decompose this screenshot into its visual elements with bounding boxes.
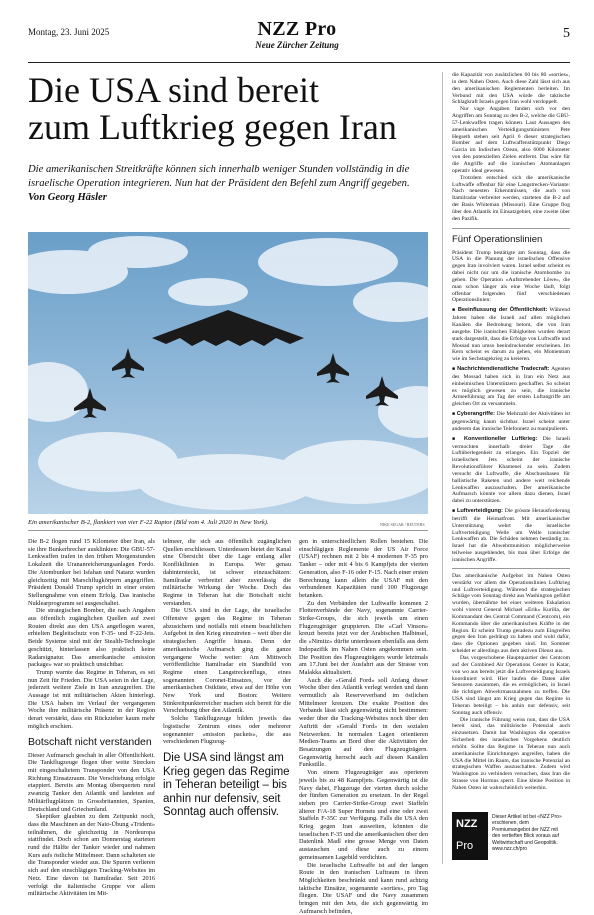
- issue-date: Montag, 23. Juni 2025: [28, 27, 110, 37]
- masthead-brand: NZZ Pro: [257, 18, 337, 40]
- paragraph: Die israelische Luftwaffe ist auf der langen Route in den iranischen Luftraum in ihren Möglichkeiten beschränkt und kann rund achtzig taktische Einsätze, sogenannte «sorties», pro Tag fliegen. Die USAF und die Navy zusammen bringen mit den Jets, die sich gegenwärtig im Aufmarsch befinden,: [299, 861, 428, 915]
- paragraph: die Kapazität von zusätzlichen 60 bis 80 «sorties», in dem Nahen Osten. Auch diese Zahl lässt sich aus den amerikanischen Reglementen herleiten. Im Verbund mit den USA würde die taktische Schlagkraft Israels gegen Iran wohl verdoppelt.: [452, 72, 570, 106]
- article-lede: [28, 163, 428, 205]
- paragraph: Skeptiker glaubten zu dem Zeitpunkt noch, dass die Maschinen an der Nato-Übung «Trident» teilnähmen, die gleichzeitig in Nordeuropa stattfindet. Doch schon am Donnerstag starteten rund die Hälfte der Tanker wieder und nahmen Kurs aufs östliche Mittelmeer. Dann schalteten sie die Transponder wieder aus. Die Spuren verlieren sich auf den einschlägigen Tracking-Websites im Netz. Eine davon ist Itamilradar. Seit 2016 verfolgt die italienische Gruppe vor allem militärische Aktivitäten im Mit-: [28, 813, 155, 898]
- lede-text: Die amerikanischen Streitkräfte können sich innerhalb weniger Stunden vollständig in die israelische Operation integrieren. Nun hat der Präsident den Befehl zum Angriff gegeben.: [28, 164, 410, 189]
- paragraph: Die B-2 flogen rund 15 Kilometer über Iran, als sie ihre Bunkerbrecher ausklinkten: Die GBU-57-Lenkwaffen trafen in den frühen Morgenstunden Lokalzeit die Urananreicherungsanlagen Fordo. Die Atombunker bei Isfahan und Natanz wurden gleichzeitig mit Marschflugkörpern angegriffen. Präsident Donald Trump spricht in einer ersten Stellungnahme von einem Erfolg. Das iranische Nuklearprogramm sei ausgeschaltet.: [28, 538, 155, 607]
- bullet-text: Die Mehrzahl der Aktivitäten ist gegenwärtig kaum sichtbar. Israel scheint unter anderem das iranische Telefonnetz zu manipulieren.: [452, 411, 570, 432]
- bullet-item: [452, 508, 570, 564]
- section-rule: [452, 228, 570, 229]
- masthead-subtitle: Neue Zürcher Zeitung: [255, 40, 339, 50]
- photo-caption: Ein amerikanischer B-2, flankiert von vier F-22 Raptor (Bild vom 4. Juli 2020 in New York).: [28, 519, 269, 526]
- photo-rule: [28, 530, 428, 531]
- headline-line-1: Die USA sind bereit: [28, 70, 319, 110]
- bullet-square-icon: ■: [452, 509, 457, 515]
- sky-photo-image: [28, 232, 428, 514]
- bullet-title: Nachrichtendienstliche Tradecraft:: [457, 366, 550, 373]
- paragraph: Präsident Trump bestätigte am Sonntag, dass die USA in die Planung der israelischen Offensive gegen Iran involviert waren. Israel selbst scheint es dabei nicht nur um die iranische Atombombe zu gehen. Die Operation «Aufstrebender Löwe», die man schon länger als eine Woche läuft, folgt offenbar folgenden fünf verschiedenen Operationslinien:: [452, 249, 570, 304]
- paragraph: telmeer, die sich aus öffentlich zugänglichen Quellen erschliessen. Unterdessen bietet der Kanal eine Übersicht über die Lage entlang aller Konfliktlinien in Europa. Wer genau dahintersteckt, ist schwer einzuschätzen: Itamilradar verbreitet aber zuverlässig die militärische Wirkung der Woche. Doch das Regime in Teheran hat die Botschaft nicht verstanden.: [163, 538, 291, 607]
- section-subhead: Botschaft nicht verstanden: [28, 735, 152, 748]
- column-divider: [442, 72, 443, 864]
- section-subhead: Fünf Operationslinien: [452, 233, 543, 245]
- bullet-title: Cyberangriffe:: [456, 411, 495, 418]
- column-1: [28, 538, 155, 898]
- paragraph: Dieser Aufmarsch geschah in aller Öffentlichkeit. Die Tankflugzeuge flogen über weite Strecken mit eingeschaltetem Transponder von den USA Richtung Einsatzraum. Die Verschiebung erfolgte etappiert. Bereits am Montag überquerten rund zwanzig Tanker den Atlantik und landeten auf Militärflugplätzen in Grossbritannien, Spanien, Deutschland und Griechenland.: [28, 751, 155, 813]
- paragraph: Zu den Verbänden der Luftwaffe kommen 2 Flottenverbände der Navy, sogenannte Carrier-Strike-Groups, die sich jeweils um einen Flugzeugträger gruppieren. Die «Carl Vinson» kreuzt bereits jetzt vor der Arabischen Halbinsel, die «Nimitz» dürfte unterdessen ebenfalls aus dem Indopazifik im Nahen Osten angekommen sein. Die Position des Flugzeugträgers wurde letztmals am 17.Juni bei der Ausfahrt aus der Strasse von Malakka aktualisiert.: [299, 599, 428, 676]
- bullet-item: [452, 366, 570, 408]
- headline-line-2: zum Luftkrieg gegen Iran: [28, 107, 397, 147]
- bullet-square-icon: ■: [452, 412, 457, 418]
- photo-credit: NIKE SEGAR / REUTERS: [380, 522, 425, 527]
- column-4: [452, 72, 570, 792]
- byline: Von Georg Häsler: [28, 192, 107, 203]
- section-rule: [452, 568, 570, 569]
- promo-url[interactable]: www.nzz.ch/pro: [492, 846, 528, 853]
- page-number: 5: [563, 26, 570, 41]
- paragraph: Die iranische Führung weiss nun, dass die USA bereit sind, das militärische Potenzial auch einzusetzen. Damit hat Washington die operative Sicherheit des israelischen Vorgehens deutlich erhöht. Sollte das Regime in Teheran nun auch amerikanische Einrichtungen angreifen, haben die USA die Mittel im Raum, das iranische Potenzial an strategischen Waffen auszuschalten. Zudem wird Washington zu verhindern versuchen, dass Iran die Strasse von Hormus sperrt. Eine kleine Position in Nahen Osten ist wahrscheinlich weiterhin.: [452, 716, 570, 791]
- bullet-title: Beeinflussung der Öffentlichkeit:: [457, 307, 548, 314]
- paragraph: Die USA sind in der Lage, die israelische Offensive gegen das Regime in Teheran abzusichern und notfalls mit einem beachtlichen Aufgebot in den Krieg einzutreten – weit über die strategischen Angriffe hinaus. Denn der amerikanische Aufmarsch ging die ganze vergangene Woche weiter: Am Mittwoch veröffentlichte Itamilradar ein Standbild von Regime einen Langstreckenflugs, eines sogenannten Coronet-Einsatzes, vor der amerikanischen Ostküste, etwa auf der Höhe von New York und Boston: Weitere Stinkreitpunkterreicher machen sich bereit für die Verschiebung über den Atlantik.: [163, 607, 291, 715]
- column-2: [163, 538, 291, 746]
- paragraph: Trump warnte das Regime in Teheran, es sei nun Zeit für Frieden. Die USA seien in der Lage, jederzeit weitere Ziele in Iran anzugreifen. Die Aussage ist mit militärischen Akten hinterlegt. Die USA haben im Verlauf der vergangenen Woche ihre militärische Präsenz in der Region derart verstärkt, dass ein Rückzieher kaum mehr möglich erschien.: [28, 668, 155, 730]
- paragraph: Von einem Flugzeugträger aus operieren jeweils bis zu 48 Kampfjets. Gegenwärtig ist die Navy dabei, Flugzeuge der vierten durch solche der fünften Generation zu ersetzen. In der Regel stehen pro Carrier-Strike-Group zwei Staffeln älterer F/A-18 Super Hornets und eine oder zwei Staffeln F-35C zur Verfügung. Falls die USA den Krieg gegen Iran ausweiten, könnten die israelischen F-35 und die amerikanischen über den Datenlink Madl eine grosse Menge von Daten austauschen und diese auch zu einem gemeinsamen Lagebild verdichten.: [299, 769, 428, 861]
- nzz-pro-logo: NZZ Pro: [452, 812, 488, 860]
- bullet-square-icon: ■: [452, 308, 458, 314]
- article-headline: [28, 72, 428, 146]
- paragraph: gen in unterschiedlichen Rollen bestehen. Die einschlägigen Reglemente der US Air Force (USAF) rechnen mit 2 bis 4 modernen F-35 pro Tanker – oder mit 4 bis 6 Kampfjets der vierten Generation, also F-16 oder F-15. Nach einer ersten Berechnung kann allein die USAF mit den verbundenen Kapazitäten rund 100 Flugzeuge betanken.: [299, 538, 428, 599]
- bullet-item: [452, 411, 570, 433]
- bullet-item: [452, 436, 570, 505]
- promo-text: Dieser Artikel ist bei «NZZ Pro» erschienen, dem Premiumangebot der NZZ mit den vertieften Blick voraus auf Weltwirtschaft und Geopolitik. www.nzz.ch/pro: [492, 814, 562, 853]
- bullet-square-icon: ■: [452, 436, 464, 442]
- paragraph: Solche Tankflugzeuge bilden jeweils das logistische Zentrum eines oder mehrerer sogenannter «mission packets», die aus verschiedenen Flugzeug-: [163, 715, 291, 746]
- bullet-text: Die Israeli vermochten innerhalb dreier Tage die Luftüberlegenheit zu erlangen. Ein Topziel der israelischen Jets scheint der iranische Revolutionsführer Khamenei zu sein. Zudem versucht die Luftwaffe, die Abschussbasen für ballistische Raketen und andere weit reichende Lenkwaffen auszuschalten. Der amerikanische Aufmarsch könnte vor allem dazu dienen, Israel dabei zu unterstützen.: [452, 435, 570, 505]
- bullet-square-icon: ■: [452, 367, 458, 373]
- bullet-text: Die grösste Herausforderung betrifft die Heimatfront. Mit amerikanischer Unterstützung wehrt die israelische Luftverteidigung Welle um Welle iranischer Lenkwaffen ab. Die Schäden nehmen beständig zu. Israel hat die Abwehrmunition möglicherweise teilweise ausgeblendet, bis man über Erfolge der iranischen Angriffe.: [452, 508, 570, 563]
- paragraph: Das vorgeschobene Hauptquartier des Centcom auf der Combined Air Operations Center in Katar, von wo aus bereits jetzt die Luftverteidigung Israels koordiniert wird. Hier laufen die Daten aller Sensoren zusammen, die es ermöglichen, in Israel die richtigen Abwehrmassnahmen zu treffen. Die USA sind längst am Krieg gegen das Regime in Teheran beteiligt – bis anhin nur defensiv, seit Sonntag auch offensiv.: [452, 654, 570, 716]
- paragraph: Nur vage Angaben fanden sich vor den Angriffen am Sonntag zu den B-2, welche die GBU-57-Lenkwaffen tragen können. Laut Aussagen des amerikanischen Verteidigungsministers Pete Hegseth stehen seit April 6 dieser strategischen Bomber auf dem Luftwaffenstützpunkt Diego Garcia im Indischen Ozean, also 6000 Kilometer von den potenziellen Zielen entfernt. Das wäre für die Angriffe auf die iranischen Atomanlagen operativ ideal gewesen.: [452, 106, 570, 174]
- bullet-text: Während Jahren haben die Israeli auf allen möglichen Kanälen die Bedrohung betont, die von Iran ausgehe. Die iranischen Fähigkeiten wurden derart stark dargestellt, dass die Erfolge von Luftwaffe und Mossad nun umso beeindruckender erscheinen. Im Kern scheint es darum zu gehen, ein Momentum wie im Sechstagekrieg zu kreieren.: [452, 307, 570, 363]
- column-3: [299, 538, 428, 915]
- paragraph: Trotzdem entschied sich die amerikanische Luftwaffe offenbar für eine Langstrecken-Variante: Nach neuesten Erkenntnissen, die auch von Itamilradar verbreitet werden, starteten die B-2 auf der Basis Whiteman (Missouri). Eine Gruppe flog über den Atlantik im Einsatzgebiet, eine zweite über den Pazifik.: [452, 174, 570, 222]
- bullet-title: Konventioneller Luftkrieg:: [463, 435, 538, 442]
- paragraph: Auch die «Gerald Ford» soll Anfang dieser Woche über den Atlantik verlegt werden und dann vermutlich als Reserveverband im östlichen Mittelmeer kreuzen. Die exakte Position des Verbands lässt sich gegenwärtig nicht bestimmen: weder über die Tracking-Websites noch über den Auftritt der «Gerald Ford» in den sozialen Netzwerken. In normalen Lagen orientieren Medien-Teams an Bord über die Aktivitäten der Besatzungen auf den Flugzeugträgern. Gegenwärtig herrscht auch auf diesen Kanälen Funkstille.: [299, 676, 428, 769]
- paragraph: Die strategischen Bomber, die nach Angaben aus öffentlich zugänglichen Quellen auf zwei Routen direkt aus den USA angeflogen waren, erhielten Begleitschutz von F-35- und F-22-Jets. Beide Systeme sind mit der Stealth-Technologie geschützt, hinterlassen also praktisch keine Radarsignatur. Das amerikanische «mission package» war so praktisch unsichtbar.: [28, 607, 155, 669]
- article-photo: [28, 232, 428, 514]
- pull-quote: Die USA sind längst am Krieg gegen das Regime in Teheran beteiligt – bis anhin nur defensiv, seit Sonntag auch offensiv.: [163, 752, 290, 818]
- bullet-item: [452, 307, 570, 363]
- header-rule: [28, 62, 570, 63]
- bullet-title: Luftverteidigung:: [456, 508, 503, 515]
- bullet-list: [452, 307, 570, 564]
- paragraph: Das amerikanische Aufgebot im Nahen Osten verstärkt vor allem die Operationslinien Luftkrieg und Luftverteidigung. Während die strategischen Schläge vom Sonntag direkt aus Washington geführt wurden, übernähme bei einer weiteren Eskalation wohl vorerst General Michael «Erik» Kurilla, der Kommandant des Central Command (Centcom), ein Kommando über die amerikanischen Kräfte in der Region. Er scheint Trump geradezu zum Eingreifen gegen den Iran gedrängt zu haben und wohl dafür, dass die Optionen gegeben sind. Im Sommer scheidet er allerdings aus dem aktiven Dienst aus.: [452, 572, 570, 655]
- nzz-pro-promo[interactable]: [452, 812, 562, 864]
- bullet-text: Agenten des Mossad haben sich in Iran ein Netz aus einheimischen Unterstützern geschaffen. So scheint es möglich gewesen zu sein, die iranische Armeeführung am Tag der ersten Luftangriffe am gleichen Ort zu versammeln.: [452, 366, 571, 408]
- masthead: [0, 18, 594, 51]
